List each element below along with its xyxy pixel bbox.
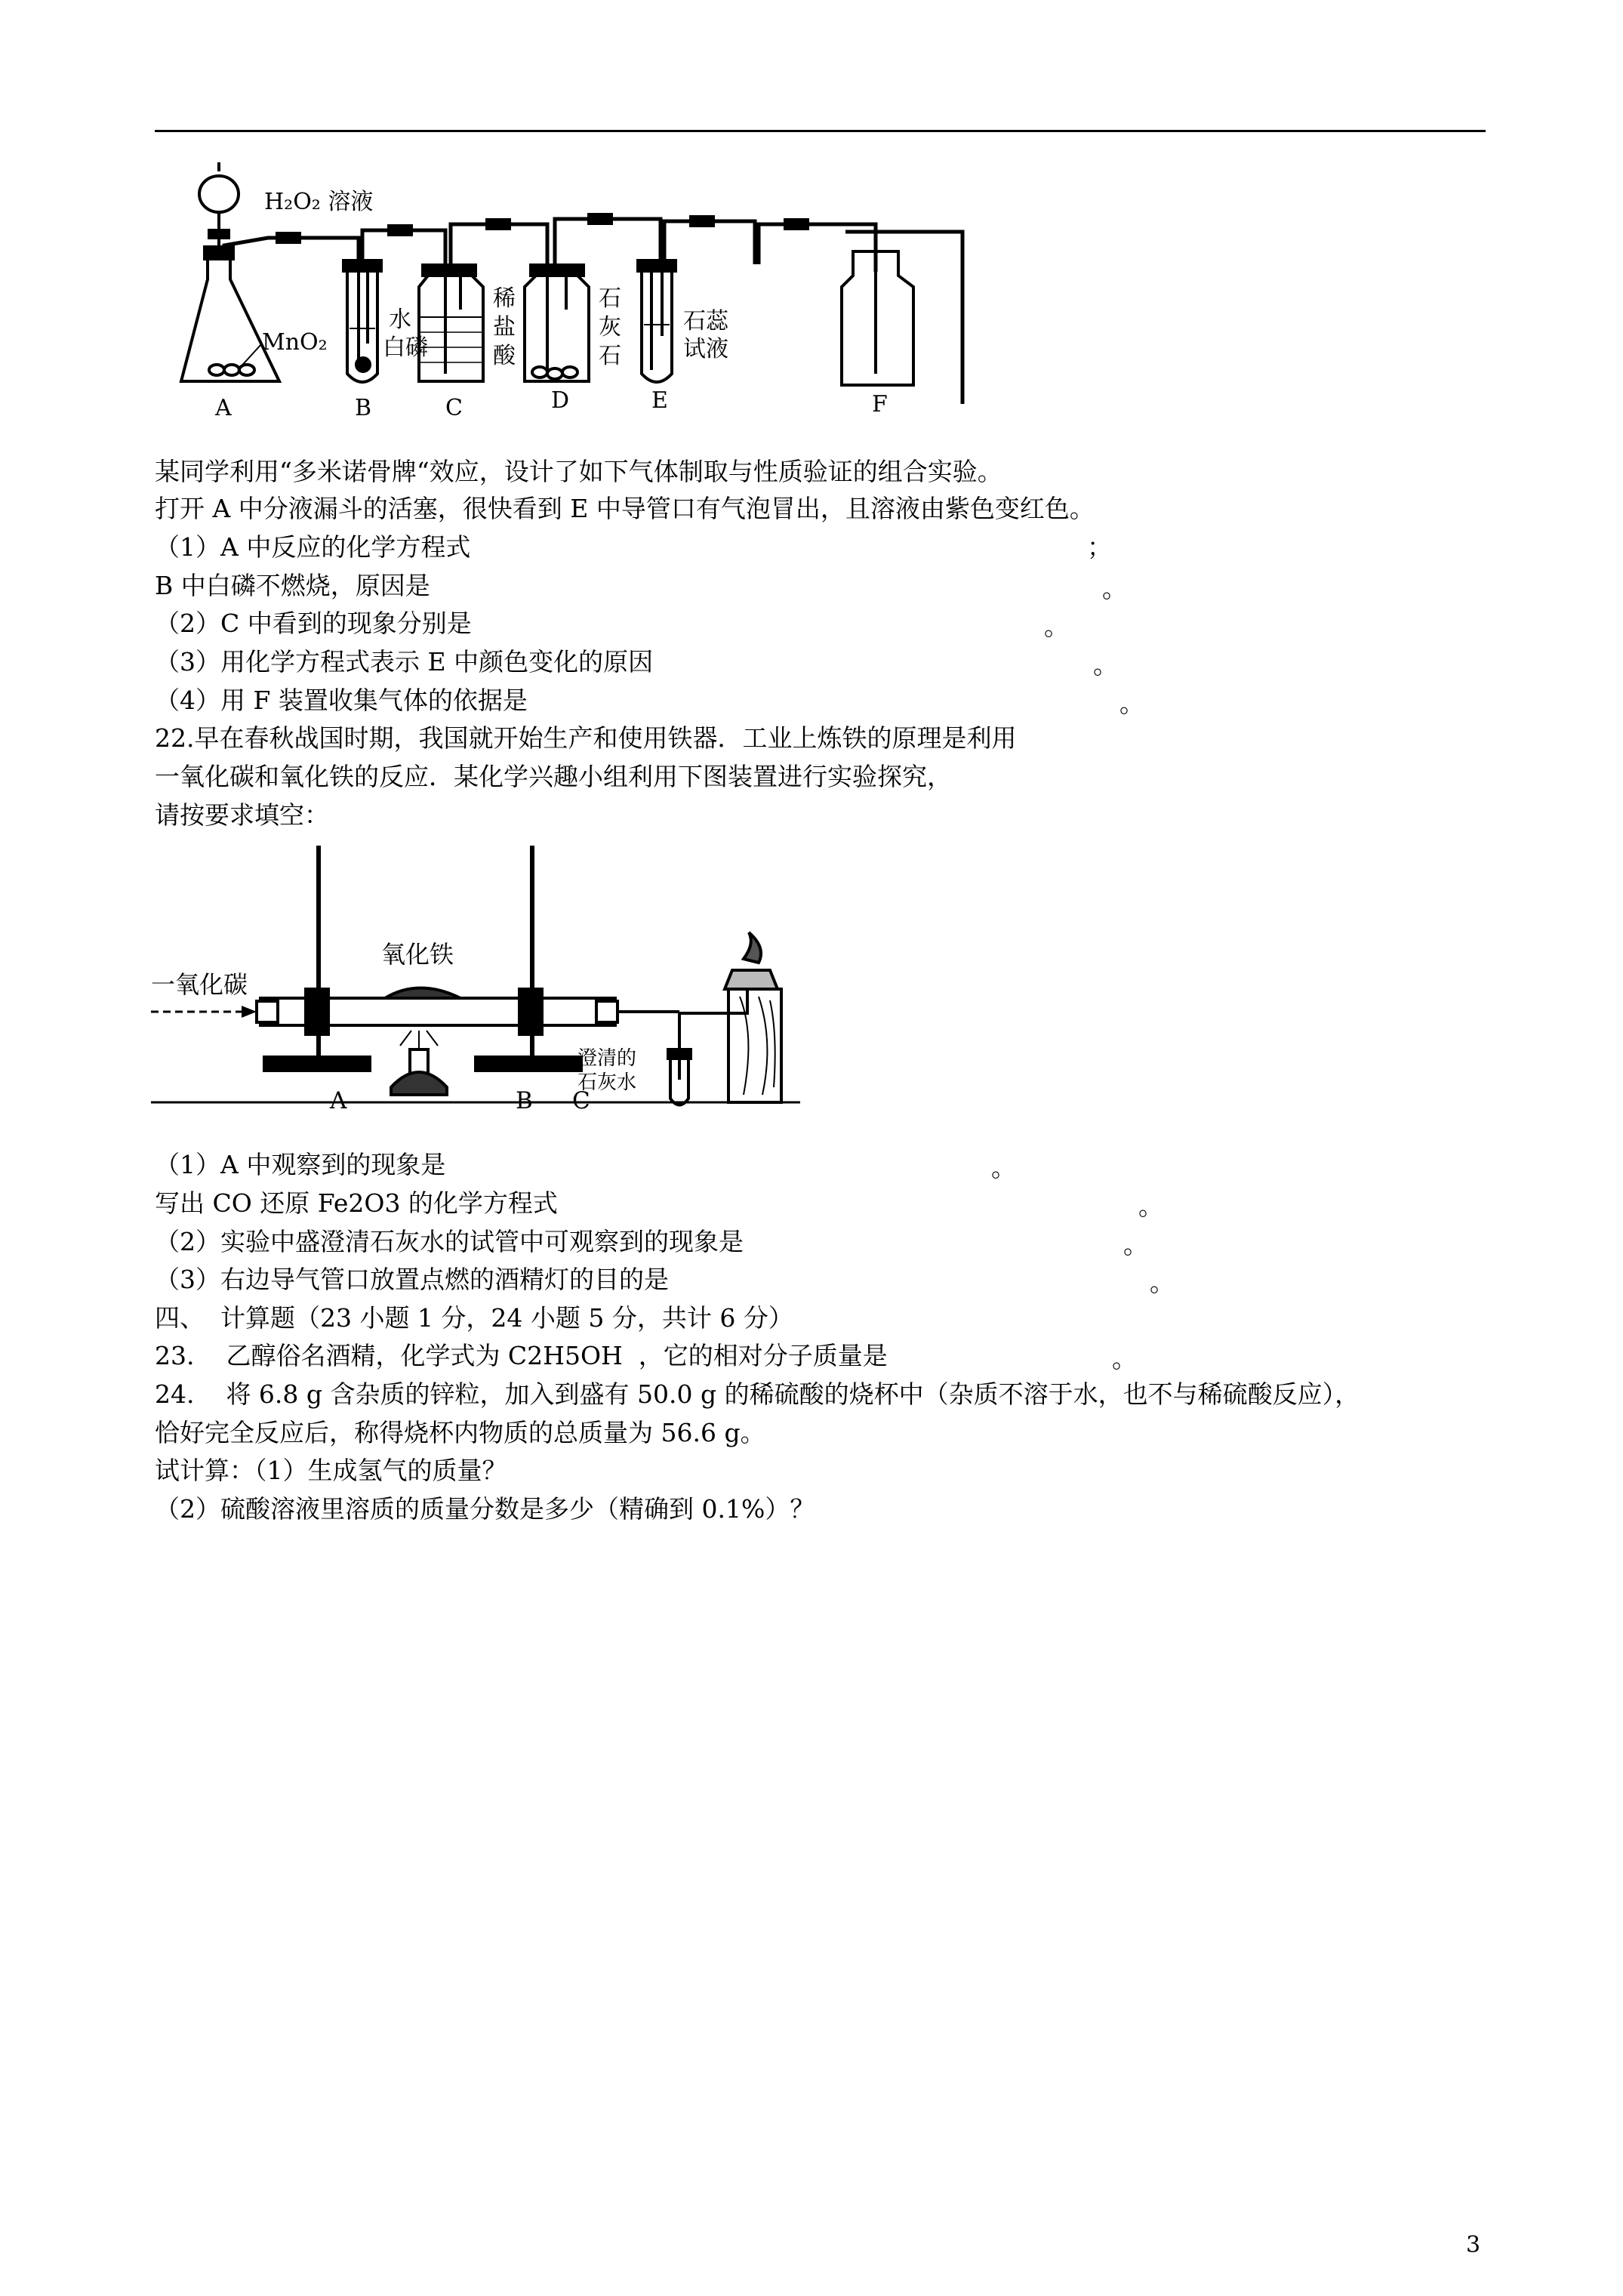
q22-line2: 一氧化碳和氧化铁的反应．某化学兴趣小组利用下图装置进行实验探究，	[155, 762, 952, 791]
q21-part1-end: ；	[1087, 532, 1112, 562]
label-hcl-3: 酸	[493, 343, 516, 369]
q24-line1: 24. 将 6.8 g 含杂质的锌粒，加入到盛有 50.0 g 的稀硫酸的烧杯中（杂质不溶于水，也不与稀硫酸反应），	[155, 1379, 1360, 1409]
label-fe2o3: 氧化铁	[381, 940, 454, 969]
label-e: E	[651, 387, 668, 414]
period: 。	[1112, 1344, 1137, 1373]
label-limewater-1: 澄清的	[577, 1047, 637, 1070]
q21-part1: （1）A 中反应的化学方程式	[155, 532, 471, 562]
label-a: A	[215, 395, 232, 421]
q22-line3: 请按要求填空：	[155, 800, 329, 830]
apparatus-figure-2	[151, 838, 815, 1117]
q21-part1b: B 中白磷不燃烧，原因是	[155, 571, 430, 600]
tube-e	[638, 260, 676, 382]
q24-line3: 试计算：（1）生成氢气的质量？	[155, 1456, 507, 1485]
label-litmus-2: 试液	[683, 336, 728, 362]
stand-right	[476, 846, 581, 1071]
label-hcl-1: 稀	[493, 285, 516, 312]
label-c: C	[445, 395, 463, 421]
fig2-label-c: C	[572, 1087, 590, 1114]
fig2-label-a: A	[330, 1087, 347, 1114]
page-number: 3	[1466, 2232, 1481, 2258]
q24-line2: 恰好完全反应后，称得烧杯内物质的总质量为 56.6 g。	[155, 1418, 765, 1447]
q22-part1: （1）A 中观察到的现象是	[155, 1150, 446, 1179]
label-co: 一氧化碳	[151, 970, 248, 999]
period: 。	[1044, 612, 1069, 641]
label-d: D	[551, 387, 570, 414]
label-water: 水	[389, 307, 411, 333]
q21-line2: 打开 A 中分液漏斗的活塞，很快看到 E 中导管口有气泡冒出，且溶液由紫色变红色。	[155, 494, 1095, 523]
burner	[391, 1031, 447, 1095]
stand-left	[264, 846, 370, 1071]
label-limestone-2: 灰	[599, 314, 621, 341]
q21-part4: （4）用 F 装置收集气体的依据是	[155, 686, 528, 715]
period: 。	[1093, 650, 1118, 680]
section-4-heading: 四、 计算题（23 小题 1 分，24 小题 5 分，共计 6 分）	[155, 1303, 793, 1333]
label-limestone-3: 石	[599, 343, 621, 369]
q22-part1b: 写出 CO 还原 Fe2O3 的化学方程式	[155, 1188, 558, 1218]
bottle-c	[419, 265, 483, 381]
label-litmus-1: 石蕊	[683, 308, 728, 334]
q21-intro: 某同学利用“多米诺骨牌“效应，设计了如下气体制取与性质验证的组合实验。	[155, 457, 1002, 486]
period: 。	[1102, 574, 1127, 603]
label-limestone-1: 石	[599, 285, 621, 312]
q22-part2: （2）实验中盛澄清石灰水的试管中可观察到的现象是	[155, 1227, 744, 1256]
q22-line1: 22.早在春秋战国时期，我国就开始生产和使用铁器．工业上炼铁的原理是利用	[155, 723, 1017, 753]
period: 。	[991, 1153, 1016, 1182]
q24-line4: （2）硫酸溶液里溶质的质量分数是多少（精确到 0.1%）？	[155, 1494, 815, 1524]
bottle-d	[525, 265, 589, 381]
label-f: F	[872, 391, 888, 418]
period: 。	[1123, 1230, 1148, 1259]
q21-part3: （3）用化学方程式表示 E 中颜色变化的原因	[155, 647, 654, 676]
period: 。	[1150, 1268, 1175, 1297]
period: 。	[1138, 1191, 1163, 1221]
period: 。	[1119, 689, 1144, 718]
q22-part3: （3）右边导气管口放置点燃的酒精灯的目的是	[155, 1265, 669, 1294]
fig2-label-b: B	[516, 1087, 533, 1114]
label-hcl-2: 盐	[493, 314, 516, 341]
label-limewater-2: 石灰水	[577, 1071, 637, 1094]
label-b: B	[355, 395, 372, 421]
q23: 23. 乙醇俗名酒精，化学式为 C2H5OH ，它的相对分子质量是	[155, 1341, 888, 1370]
q21-part2: （2）C 中看到的现象分别是	[155, 609, 472, 638]
tube-b	[343, 260, 381, 382]
label-h2o2: H₂O₂ 溶液	[264, 189, 374, 215]
label-mno2: MnO₂	[262, 329, 328, 356]
alcohol-lamp	[725, 932, 781, 1102]
header-rule	[155, 130, 1486, 132]
apparatus-figure-1	[170, 155, 1076, 423]
label-white-phosphorus: 白磷	[383, 334, 428, 361]
